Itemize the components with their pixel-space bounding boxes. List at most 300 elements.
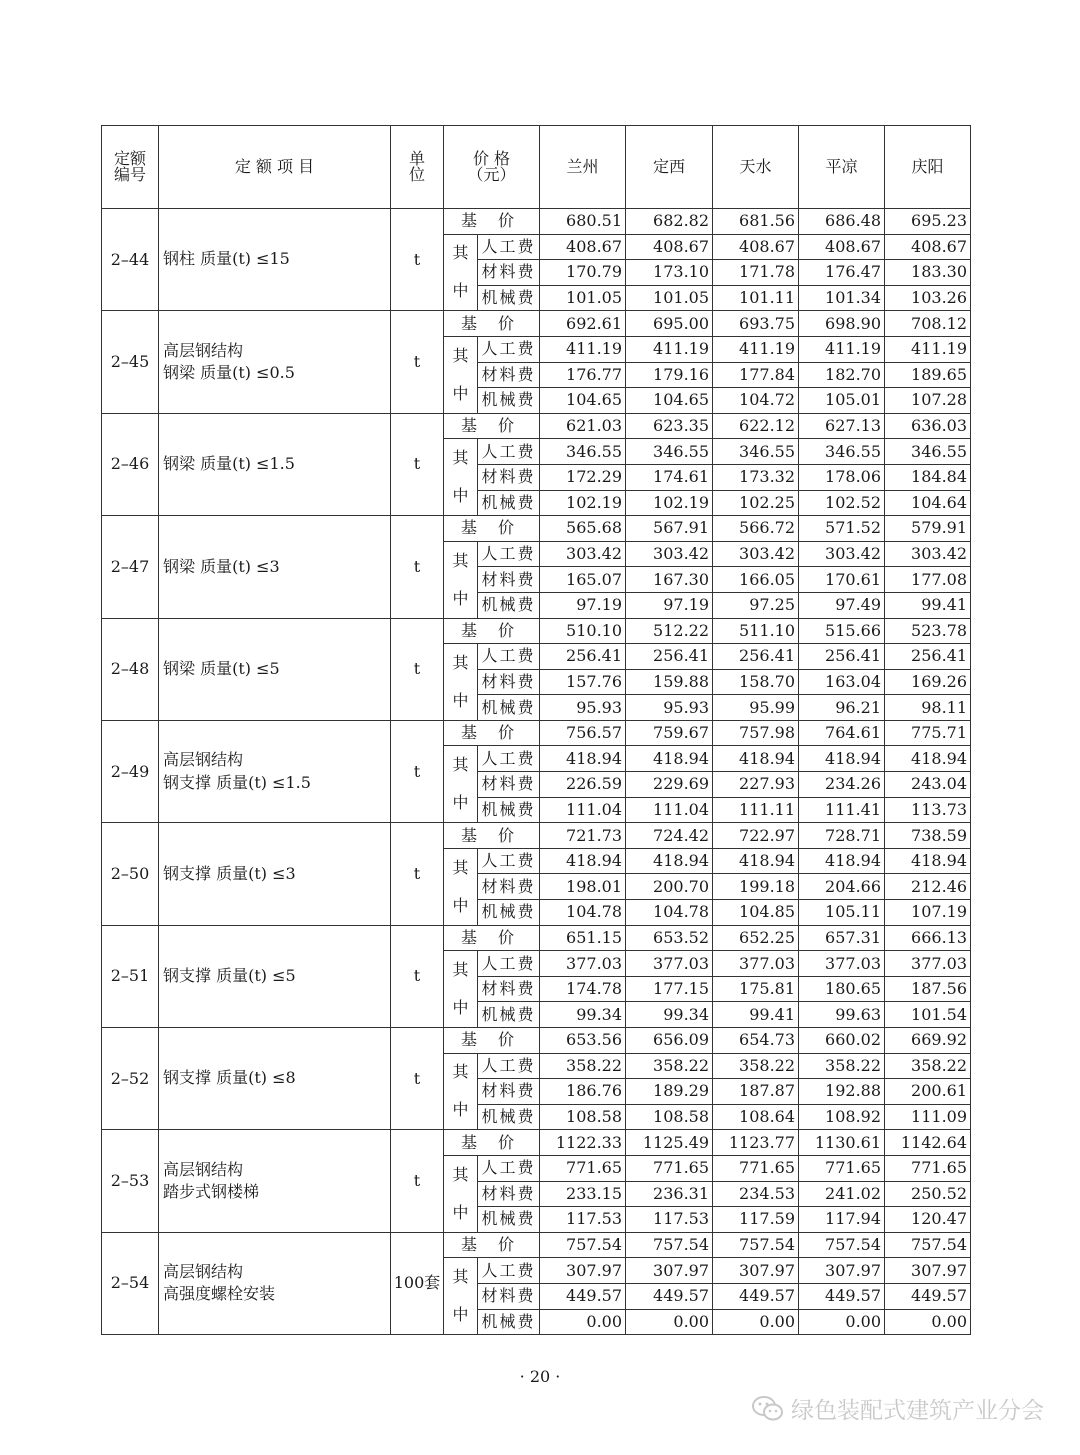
base-price-value: 1130.61 <box>799 1130 885 1156</box>
machine-value: 103.26 <box>885 285 971 311</box>
machine-value: 108.64 <box>713 1104 799 1130</box>
material-value: 233.15 <box>540 1181 626 1207</box>
machine-value: 102.25 <box>713 490 799 516</box>
material-value: 236.31 <box>626 1181 713 1207</box>
base-price-row <box>102 516 971 542</box>
base-price-row <box>102 925 971 951</box>
machine-value: 0.00 <box>799 1309 885 1335</box>
breakdown-label <box>444 1155 478 1232</box>
base-price-value: 622.12 <box>713 413 799 439</box>
material-value: 186.76 <box>540 1079 626 1105</box>
header-city: 兰州 <box>540 126 626 209</box>
machine-value: 101.11 <box>713 285 799 311</box>
breakdown-label <box>444 336 478 413</box>
header-code: 定额 编号 <box>102 126 159 209</box>
base-price-value: 660.02 <box>799 1028 885 1054</box>
machine-value: 0.00 <box>885 1309 971 1335</box>
base-price-label: 基 价 <box>444 1130 540 1156</box>
machine-value: 104.65 <box>540 388 626 414</box>
quota-unit: t <box>391 720 444 822</box>
labor-value: 303.42 <box>626 541 713 567</box>
breakdown-label <box>444 541 478 618</box>
breakdown-label-zhong: 中 <box>452 1305 469 1325</box>
machine-value: 99.34 <box>626 1002 713 1028</box>
breakdown-label-qi: 其 <box>452 1062 469 1082</box>
material-value: 187.56 <box>885 976 971 1002</box>
quota-code: 2–53 <box>102 1130 159 1232</box>
machine-value: 107.19 <box>885 900 971 926</box>
watermark <box>751 1392 1044 1425</box>
header-unit: 单 位 <box>391 126 444 209</box>
machine-value: 111.41 <box>799 797 885 823</box>
page-number: · 20 · <box>519 1367 561 1386</box>
material-value: 163.04 <box>799 669 885 695</box>
base-price-value: 1122.33 <box>540 1130 626 1156</box>
labor-label: 人工费 <box>478 336 540 362</box>
labor-value: 418.94 <box>626 848 713 874</box>
material-value: 226.59 <box>540 772 626 798</box>
material-value: 227.93 <box>713 772 799 798</box>
machine-value: 104.65 <box>626 388 713 414</box>
quota-code: 2–54 <box>102 1232 159 1334</box>
labor-value: 377.03 <box>626 951 713 977</box>
material-value: 170.79 <box>540 260 626 286</box>
material-label: 材料费 <box>478 1283 540 1309</box>
base-price-value: 657.31 <box>799 925 885 951</box>
machine-value: 104.64 <box>885 490 971 516</box>
material-value: 187.87 <box>713 1079 799 1105</box>
material-value: 229.69 <box>626 772 713 798</box>
labor-value: 256.41 <box>799 644 885 670</box>
machine-value: 104.78 <box>540 900 626 926</box>
base-price-label: 基 价 <box>444 1232 540 1258</box>
machine-value: 98.11 <box>885 695 971 721</box>
labor-value: 346.55 <box>799 439 885 465</box>
quota-item-name <box>159 1130 391 1232</box>
base-price-value: 579.91 <box>885 516 971 542</box>
base-price-label: 基 价 <box>444 311 540 337</box>
machine-label: 机械费 <box>478 1207 540 1233</box>
header-city: 平凉 <box>799 126 885 209</box>
breakdown-label-qi: 其 <box>452 243 469 263</box>
labor-value: 307.97 <box>626 1258 713 1284</box>
labor-value: 411.19 <box>799 336 885 362</box>
base-price-value: 757.54 <box>713 1232 799 1258</box>
base-price-value: 566.72 <box>713 516 799 542</box>
quota-item-name <box>159 1232 391 1334</box>
labor-value: 771.65 <box>626 1155 713 1181</box>
labor-value: 346.55 <box>540 439 626 465</box>
base-price-value: 757.54 <box>540 1232 626 1258</box>
quota-code: 2–46 <box>102 413 159 515</box>
machine-label: 机械费 <box>478 490 540 516</box>
material-value: 200.61 <box>885 1079 971 1105</box>
quota-item-name-line: 钢支撑 质量(t) ≤1.5 <box>163 772 311 792</box>
quota-unit: t <box>391 516 444 618</box>
quota-unit: t <box>391 413 444 515</box>
base-price-value: 775.71 <box>885 720 971 746</box>
labor-value: 411.19 <box>626 336 713 362</box>
material-value: 166.05 <box>713 567 799 593</box>
machine-value: 102.19 <box>626 490 713 516</box>
base-price-value: 682.82 <box>626 209 713 235</box>
labor-value: 256.41 <box>626 644 713 670</box>
machine-value: 102.19 <box>540 490 626 516</box>
base-price-row <box>102 720 971 746</box>
breakdown-label-qi: 其 <box>452 448 469 468</box>
machine-value: 96.21 <box>799 695 885 721</box>
breakdown-label-zhong: 中 <box>452 486 469 506</box>
labor-value: 307.97 <box>713 1258 799 1284</box>
material-label: 材料费 <box>478 772 540 798</box>
base-price-label: 基 价 <box>444 925 540 951</box>
machine-value: 107.28 <box>885 388 971 414</box>
machine-value: 111.11 <box>713 797 799 823</box>
base-price-row <box>102 1028 971 1054</box>
machine-value: 111.09 <box>885 1104 971 1130</box>
quota-unit: t <box>391 618 444 720</box>
labor-value: 377.03 <box>713 951 799 977</box>
base-price-value: 511.10 <box>713 618 799 644</box>
labor-value: 418.94 <box>885 848 971 874</box>
machine-value: 0.00 <box>713 1309 799 1335</box>
quota-item-name-line: 钢梁 质量(t) ≤3 <box>163 556 280 576</box>
base-price-value: 651.15 <box>540 925 626 951</box>
base-price-value: 738.59 <box>885 823 971 849</box>
labor-value: 307.97 <box>799 1258 885 1284</box>
base-price-value: 756.57 <box>540 720 626 746</box>
breakdown-label-zhong: 中 <box>452 998 469 1018</box>
material-label: 材料费 <box>478 464 540 490</box>
material-label: 材料费 <box>478 874 540 900</box>
material-value: 199.18 <box>713 874 799 900</box>
header-city: 定西 <box>626 126 713 209</box>
quota-unit: t <box>391 823 444 925</box>
labor-value: 256.41 <box>540 644 626 670</box>
labor-value: 256.41 <box>885 644 971 670</box>
breakdown-label-qi: 其 <box>452 755 469 775</box>
material-value: 449.57 <box>799 1283 885 1309</box>
labor-value: 418.94 <box>626 746 713 772</box>
labor-value: 418.94 <box>540 746 626 772</box>
material-label: 材料费 <box>478 260 540 286</box>
machine-value: 104.85 <box>713 900 799 926</box>
quota-code: 2–50 <box>102 823 159 925</box>
machine-value: 97.19 <box>540 592 626 618</box>
machine-value: 99.41 <box>885 592 971 618</box>
machine-value: 120.47 <box>885 1207 971 1233</box>
machine-label: 机械费 <box>478 592 540 618</box>
quota-code: 2–52 <box>102 1028 159 1130</box>
breakdown-label-qi: 其 <box>452 345 469 365</box>
quota-item-name <box>159 209 391 311</box>
labor-label: 人工费 <box>478 951 540 977</box>
material-value: 179.16 <box>626 362 713 388</box>
material-value: 173.10 <box>626 260 713 286</box>
material-label: 材料费 <box>478 669 540 695</box>
material-value: 449.57 <box>713 1283 799 1309</box>
breakdown-label <box>444 848 478 925</box>
breakdown-label-zhong: 中 <box>452 588 469 608</box>
breakdown-label-qi: 其 <box>452 960 469 980</box>
labor-value: 346.55 <box>713 439 799 465</box>
base-price-value: 681.56 <box>713 209 799 235</box>
machine-value: 108.58 <box>540 1104 626 1130</box>
base-price-value: 567.91 <box>626 516 713 542</box>
base-price-value: 565.68 <box>540 516 626 542</box>
base-price-value: 680.51 <box>540 209 626 235</box>
base-price-value: 512.22 <box>626 618 713 644</box>
base-price-label: 基 价 <box>444 413 540 439</box>
base-price-row <box>102 209 971 235</box>
labor-label: 人工费 <box>478 848 540 874</box>
base-price-value: 653.56 <box>540 1028 626 1054</box>
base-price-value: 692.61 <box>540 311 626 337</box>
base-price-value: 708.12 <box>885 311 971 337</box>
labor-value: 358.22 <box>713 1053 799 1079</box>
labor-label: 人工费 <box>478 1155 540 1181</box>
base-price-value: 693.75 <box>713 311 799 337</box>
quota-item-name-line: 钢支撑 质量(t) ≤8 <box>163 1068 296 1088</box>
machine-value: 0.00 <box>626 1309 713 1335</box>
base-price-value: 656.09 <box>626 1028 713 1054</box>
breakdown-label-qi: 其 <box>452 652 469 672</box>
quota-unit: 100套 <box>391 1232 444 1334</box>
machine-value: 101.05 <box>540 285 626 311</box>
base-price-value: 759.67 <box>626 720 713 746</box>
material-value: 200.70 <box>626 874 713 900</box>
quota-item-name <box>159 823 391 925</box>
labor-value: 418.94 <box>540 848 626 874</box>
quota-item-name-line: 钢梁 质量(t) ≤5 <box>163 658 280 678</box>
base-price-value: 636.03 <box>885 413 971 439</box>
material-value: 177.08 <box>885 567 971 593</box>
quota-item-name-line: 高强度螺栓安装 <box>163 1284 276 1304</box>
material-value: 172.29 <box>540 464 626 490</box>
labor-value: 408.67 <box>799 234 885 260</box>
machine-value: 105.01 <box>799 388 885 414</box>
quota-item-name <box>159 1028 391 1130</box>
material-value: 204.66 <box>799 874 885 900</box>
base-price-label: 基 价 <box>444 720 540 746</box>
breakdown-label <box>444 439 478 516</box>
machine-label: 机械费 <box>478 1104 540 1130</box>
base-price-value: 722.97 <box>713 823 799 849</box>
base-price-label: 基 价 <box>444 618 540 644</box>
labor-value: 408.67 <box>713 234 799 260</box>
machine-label: 机械费 <box>478 285 540 311</box>
quota-item-name-line: 高层钢结构 <box>163 750 244 770</box>
material-value: 250.52 <box>885 1181 971 1207</box>
material-value: 449.57 <box>626 1283 713 1309</box>
material-value: 169.26 <box>885 669 971 695</box>
base-price-row <box>102 1130 971 1156</box>
wechat-icon <box>751 1394 785 1424</box>
labor-value: 358.22 <box>540 1053 626 1079</box>
base-price-value: 757.54 <box>626 1232 713 1258</box>
material-value: 174.78 <box>540 976 626 1002</box>
machine-value: 111.04 <box>626 797 713 823</box>
labor-label: 人工费 <box>478 1258 540 1284</box>
breakdown-label <box>444 644 478 721</box>
base-price-value: 1125.49 <box>626 1130 713 1156</box>
machine-value: 95.93 <box>540 695 626 721</box>
quota-item-name-line: 高层钢结构 <box>163 340 244 360</box>
material-value: 234.53 <box>713 1181 799 1207</box>
material-value: 212.46 <box>885 874 971 900</box>
machine-value: 104.78 <box>626 900 713 926</box>
quota-code: 2–44 <box>102 209 159 311</box>
base-price-row <box>102 311 971 337</box>
machine-label: 机械费 <box>478 900 540 926</box>
labor-value: 303.42 <box>885 541 971 567</box>
base-price-value: 653.52 <box>626 925 713 951</box>
labor-value: 377.03 <box>540 951 626 977</box>
base-price-value: 757.98 <box>713 720 799 746</box>
material-value: 178.06 <box>799 464 885 490</box>
base-price-row <box>102 618 971 644</box>
base-price-value: 1142.64 <box>885 1130 971 1156</box>
labor-value: 411.19 <box>713 336 799 362</box>
base-price-label: 基 价 <box>444 516 540 542</box>
base-price-value: 652.25 <box>713 925 799 951</box>
labor-value: 411.19 <box>885 336 971 362</box>
machine-value: 102.52 <box>799 490 885 516</box>
labor-label: 人工费 <box>478 746 540 772</box>
material-value: 243.04 <box>885 772 971 798</box>
labor-value: 256.41 <box>713 644 799 670</box>
machine-value: 101.34 <box>799 285 885 311</box>
machine-value: 97.49 <box>799 592 885 618</box>
base-price-value: 669.92 <box>885 1028 971 1054</box>
material-value: 189.65 <box>885 362 971 388</box>
material-value: 175.81 <box>713 976 799 1002</box>
material-value: 183.30 <box>885 260 971 286</box>
quota-unit: t <box>391 311 444 413</box>
breakdown-label-zhong: 中 <box>452 1100 469 1120</box>
quota-item-name-line: 钢梁 质量(t) ≤0.5 <box>163 363 295 383</box>
base-price-value: 515.66 <box>799 618 885 644</box>
quota-item-name <box>159 618 391 720</box>
material-value: 234.26 <box>799 772 885 798</box>
base-price-row <box>102 413 971 439</box>
base-price-value: 510.10 <box>540 618 626 644</box>
breakdown-label <box>444 746 478 823</box>
labor-label: 人工费 <box>478 234 540 260</box>
machine-value: 111.04 <box>540 797 626 823</box>
material-value: 159.88 <box>626 669 713 695</box>
material-value: 170.61 <box>799 567 885 593</box>
labor-value: 418.94 <box>799 746 885 772</box>
base-price-value: 728.71 <box>799 823 885 849</box>
base-price-row <box>102 823 971 849</box>
base-price-label: 基 价 <box>444 1028 540 1054</box>
quota-item-name-line: 踏步式钢楼梯 <box>163 1182 260 1202</box>
material-label: 材料费 <box>478 1079 540 1105</box>
base-price-value: 1123.77 <box>713 1130 799 1156</box>
breakdown-label <box>444 234 478 311</box>
breakdown-label <box>444 1258 478 1335</box>
header-city: 庆阳 <box>885 126 971 209</box>
labor-value: 418.94 <box>799 848 885 874</box>
labor-value: 408.67 <box>540 234 626 260</box>
quota-item-name-line: 钢柱 质量(t) ≤15 <box>163 249 290 269</box>
material-value: 184.84 <box>885 464 971 490</box>
material-value: 171.78 <box>713 260 799 286</box>
quota-code: 2–51 <box>102 925 159 1027</box>
base-price-row <box>102 1232 971 1258</box>
breakdown-label-qi: 其 <box>452 550 469 570</box>
material-value: 157.76 <box>540 669 626 695</box>
quota-table <box>101 125 971 1335</box>
quota-unit: t <box>391 1130 444 1232</box>
material-value: 176.77 <box>540 362 626 388</box>
base-price-label: 基 价 <box>444 823 540 849</box>
machine-value: 99.41 <box>713 1002 799 1028</box>
machine-value: 0.00 <box>540 1309 626 1335</box>
base-price-value: 571.52 <box>799 516 885 542</box>
base-price-value: 686.48 <box>799 209 885 235</box>
quota-item-name <box>159 311 391 413</box>
material-label: 材料费 <box>478 362 540 388</box>
material-value: 180.65 <box>799 976 885 1002</box>
machine-label: 机械费 <box>478 388 540 414</box>
material-label: 材料费 <box>478 1181 540 1207</box>
labor-value: 418.94 <box>713 848 799 874</box>
labor-value: 771.65 <box>713 1155 799 1181</box>
labor-value: 408.67 <box>885 234 971 260</box>
machine-value: 117.94 <box>799 1207 885 1233</box>
machine-value: 101.54 <box>885 1002 971 1028</box>
base-price-value: 695.23 <box>885 209 971 235</box>
labor-value: 358.22 <box>626 1053 713 1079</box>
base-price-value: 695.00 <box>626 311 713 337</box>
material-value: 167.30 <box>626 567 713 593</box>
labor-value: 418.94 <box>713 746 799 772</box>
labor-value: 377.03 <box>799 951 885 977</box>
labor-value: 418.94 <box>885 746 971 772</box>
material-value: 182.70 <box>799 362 885 388</box>
quota-unit: t <box>391 925 444 1027</box>
base-price-value: 666.13 <box>885 925 971 951</box>
header-price: 价 格 （元） <box>444 126 540 209</box>
labor-value: 771.65 <box>885 1155 971 1181</box>
quota-item-name <box>159 720 391 822</box>
labor-label: 人工费 <box>478 439 540 465</box>
material-value: 192.88 <box>799 1079 885 1105</box>
machine-value: 99.34 <box>540 1002 626 1028</box>
material-value: 158.70 <box>713 669 799 695</box>
labor-label: 人工费 <box>478 644 540 670</box>
quota-code: 2–45 <box>102 311 159 413</box>
labor-value: 771.65 <box>540 1155 626 1181</box>
labor-value: 358.22 <box>885 1053 971 1079</box>
base-price-value: 698.90 <box>799 311 885 337</box>
breakdown-label-qi: 其 <box>452 1267 469 1287</box>
machine-label: 机械费 <box>478 797 540 823</box>
base-price-value: 654.73 <box>713 1028 799 1054</box>
labor-value: 408.67 <box>626 234 713 260</box>
labor-value: 377.03 <box>885 951 971 977</box>
material-value: 189.29 <box>626 1079 713 1105</box>
labor-value: 771.65 <box>799 1155 885 1181</box>
machine-value: 95.99 <box>713 695 799 721</box>
quota-unit: t <box>391 1028 444 1130</box>
labor-value: 307.97 <box>885 1258 971 1284</box>
machine-value: 101.05 <box>626 285 713 311</box>
machine-value: 108.58 <box>626 1104 713 1130</box>
breakdown-label-zhong: 中 <box>452 690 469 710</box>
